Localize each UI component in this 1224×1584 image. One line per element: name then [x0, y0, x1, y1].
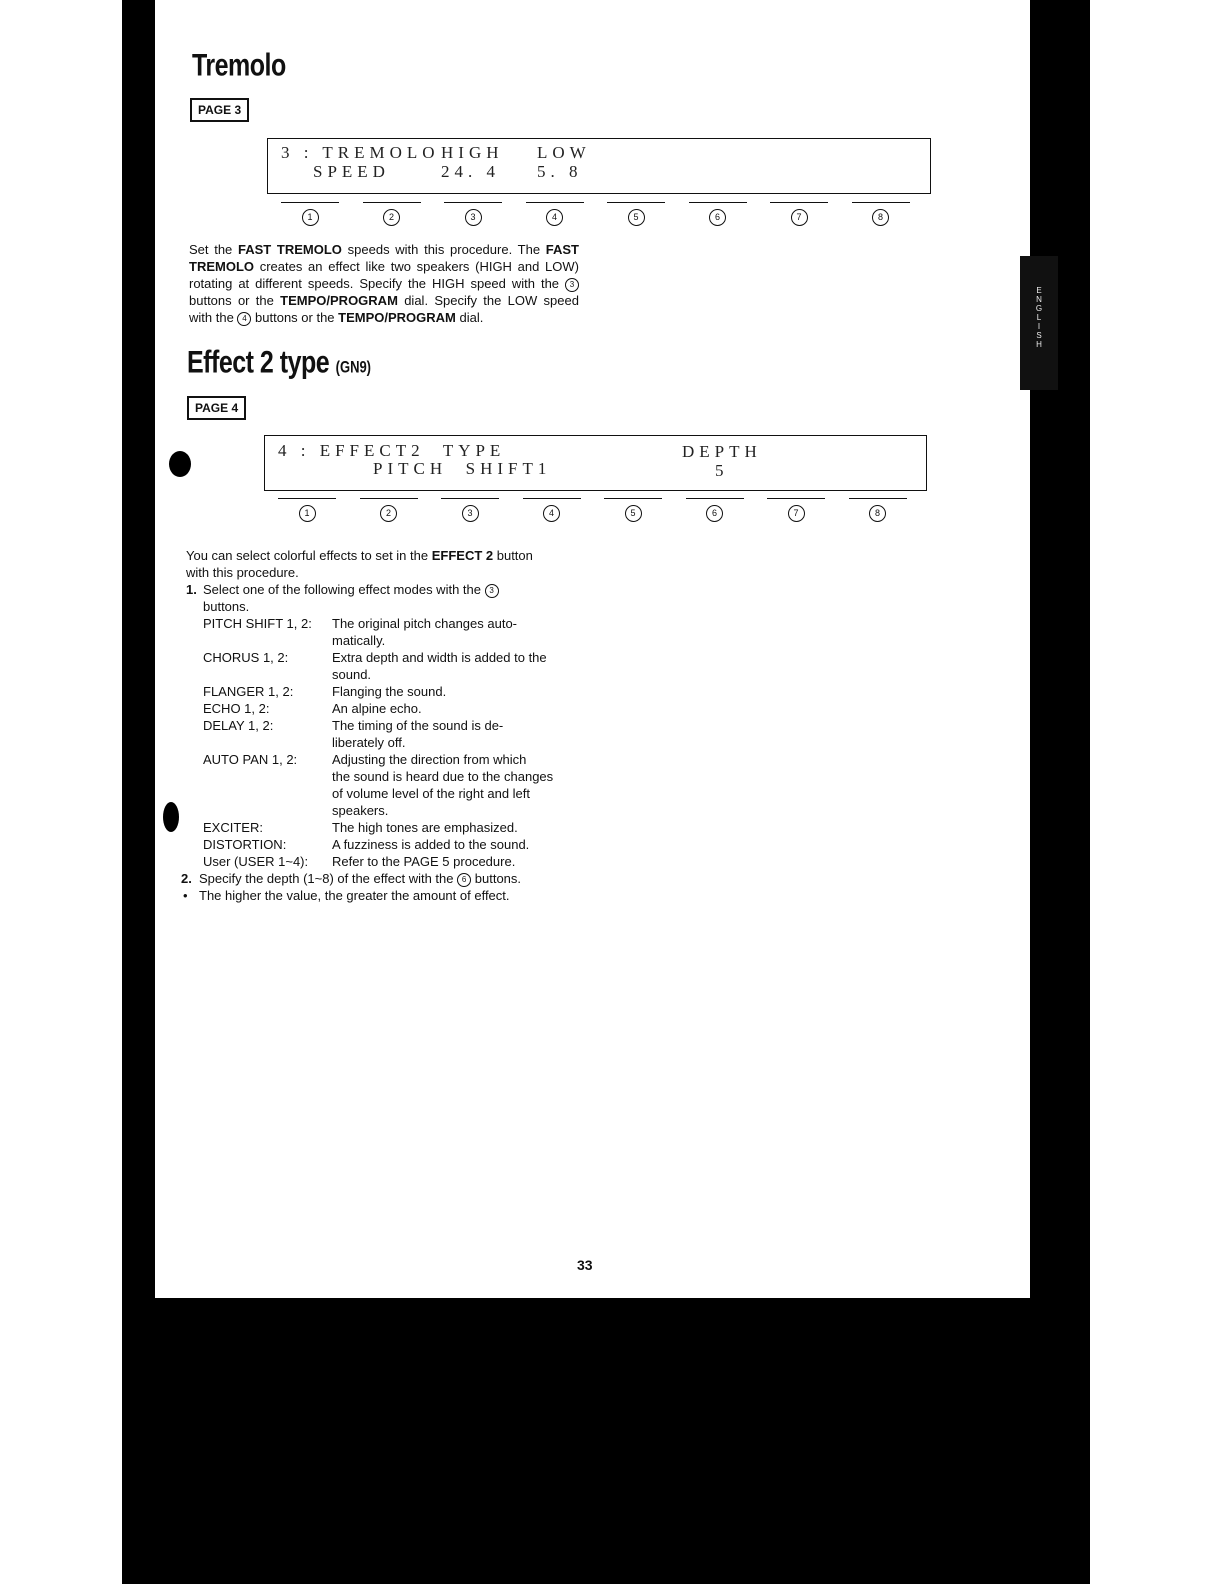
button-number-5-icon: 5 [625, 505, 642, 522]
button-bar [852, 202, 910, 203]
effect2-title: Effect 2 type [187, 345, 330, 380]
button-bar [767, 498, 825, 499]
mode-description: The original pitch changes auto- [332, 616, 518, 631]
mode-description: matically. [332, 633, 386, 648]
mode-name: DISTORTION: [203, 837, 287, 852]
step1-text-a: Select one of the following effect modes with the [203, 582, 481, 597]
binding-hole-mark [169, 451, 191, 477]
button-number-4-icon: 4 [546, 209, 563, 226]
mode-description: Adjusting the direction from which [332, 752, 527, 767]
bullet-text: The higher the value, the greater the amount of effect. [199, 888, 510, 903]
button-bar [363, 202, 421, 203]
tremolo-button-3[interactable] [440, 202, 506, 226]
button-bar [689, 202, 747, 203]
lcd-line1-c: LOW [537, 143, 591, 162]
lcd-line2-b: 24. 4 [441, 162, 500, 181]
mode-description: Flanging the sound. [332, 684, 447, 699]
button-bar [278, 498, 336, 499]
tremolo-button-2[interactable] [359, 202, 425, 226]
tremolo-button-6[interactable] [685, 202, 751, 226]
mode-description: the sound is heard due to the changes [332, 769, 554, 784]
button-3-icon: 3 [485, 584, 499, 598]
mode-row [186, 666, 586, 683]
effect2-lcd-display [264, 435, 927, 491]
side-tab-letter: N [1036, 295, 1042, 304]
desc-bold: FAST TREMOLO [189, 242, 579, 274]
mode-row [186, 734, 586, 751]
button-bar [444, 202, 502, 203]
mode-row [186, 853, 586, 870]
page-number: 33 [577, 1257, 593, 1273]
effect2-intro [186, 547, 578, 581]
mode-name: User (USER 1~4): [203, 854, 309, 869]
effect2-button-2[interactable] [356, 498, 422, 522]
mode-description: of volume level of the right and left [332, 786, 531, 801]
mode-description: speakers. [332, 803, 389, 818]
button-3-icon: 3 [565, 278, 579, 292]
side-tab-letter: G [1035, 304, 1043, 313]
mode-description: liberately off. [332, 735, 406, 750]
tremolo-lcd-display [267, 138, 931, 194]
lcd-line1-b: HIGH [441, 143, 504, 162]
mode-name: AUTO PAN 1, 2: [203, 752, 298, 767]
mode-row [186, 768, 586, 785]
button-4-icon: 4 [237, 312, 251, 326]
button-number-8-icon: 8 [872, 209, 889, 226]
step1-number: 1. [186, 582, 197, 597]
mode-name: EXCITER: [203, 820, 263, 835]
mode-row [186, 649, 586, 666]
tremolo-button-8[interactable] [848, 202, 914, 226]
mode-description: The timing of the sound is de- [332, 718, 504, 733]
button-number-7-icon: 7 [788, 505, 805, 522]
desc-text: speeds with this procedure. The [341, 242, 546, 257]
button-number-1-icon: 1 [299, 505, 316, 522]
mode-row [186, 683, 586, 700]
button-bar [281, 202, 339, 203]
mode-description: A fuzziness is added to the sound. [332, 837, 530, 852]
lcd-line1-a: 3 : TREMOLO [281, 143, 440, 162]
tremolo-button-1[interactable] [277, 202, 343, 226]
button-number-2-icon: 2 [380, 505, 397, 522]
intro-bold: EFFECT 2 [431, 548, 494, 563]
button-bar [526, 202, 584, 203]
tremolo-heading [192, 48, 286, 84]
effect2-button-6[interactable] [682, 498, 748, 522]
button-6-icon: 6 [457, 873, 471, 887]
intro-line2: with this procedure. [186, 565, 299, 580]
desc-text: buttons or the [189, 293, 281, 308]
effect2-button-8[interactable] [845, 498, 911, 522]
mode-name: PITCH SHIFT 1, 2: [203, 616, 312, 631]
mode-row [186, 717, 586, 734]
effect2-steps [181, 581, 586, 904]
desc-text: dial. [455, 310, 484, 325]
step2-text-b: buttons. [474, 871, 522, 886]
side-tab-letter: L [1036, 313, 1042, 322]
mode-row [186, 751, 586, 768]
mode-description: Extra depth and width is added to the [332, 650, 547, 665]
button-number-7-icon: 7 [791, 209, 808, 226]
lcd-line1-a: 4 : EFFECT2 TYPE [278, 441, 506, 460]
mode-row [186, 632, 586, 649]
effect2-button-5[interactable] [600, 498, 666, 522]
mode-name: ECHO 1, 2: [203, 701, 270, 716]
button-number-3-icon: 3 [462, 505, 479, 522]
button-bar [607, 202, 665, 203]
scan-edge-bottom [122, 1298, 1090, 1584]
step2-text [199, 870, 521, 887]
bullet-icon: • [183, 888, 188, 903]
mode-name: CHORUS 1, 2: [203, 650, 289, 665]
side-tab-letter: H [1036, 340, 1042, 349]
step1-text-b: buttons. [203, 599, 250, 614]
lcd-line2-b: 5 [715, 461, 729, 480]
mode-row [186, 836, 586, 853]
tremolo-button-5[interactable] [603, 202, 669, 226]
desc-bold: TEMPO/PROGRAM [338, 310, 456, 325]
desc-text: dial. Specify the LOW speed with the [189, 293, 579, 325]
side-tab-letter: E [1036, 286, 1042, 295]
button-number-6-icon: 6 [706, 505, 723, 522]
button-number-2-icon: 2 [383, 209, 400, 226]
lcd-line2-c: 5. 8 [537, 162, 583, 181]
button-bar [441, 498, 499, 499]
tremolo-description [189, 241, 579, 326]
tremolo-button-4[interactable] [522, 202, 588, 226]
language-side-tab [1020, 256, 1058, 390]
tremolo-button-7[interactable] [766, 202, 832, 226]
button-number-5-icon: 5 [628, 209, 645, 226]
effect2-heading [187, 345, 371, 381]
desc-bold: FAST TREMOLO [238, 242, 342, 257]
effect2-button-7[interactable] [763, 498, 829, 522]
effect2-button-row [274, 498, 924, 534]
effect2-button-4[interactable] [519, 498, 585, 522]
side-tab-letter: I [1037, 322, 1041, 331]
effect2-model-suffix: (GN9) [335, 357, 372, 377]
mode-description: An alpine echo. [332, 701, 422, 716]
mode-row [186, 615, 586, 632]
mode-row [186, 700, 586, 717]
desc-text: creates an effect like two speakers (HIGH and LOW) rotating at different speeds. Specify the HIGH speed with the [189, 259, 579, 291]
binding-hole-mark-2 [163, 802, 179, 832]
effect2-button-1[interactable] [274, 498, 340, 522]
mode-description: The high tones are emphasized. [332, 820, 518, 835]
mode-name: FLANGER 1, 2: [203, 684, 294, 699]
lcd-line2-a: PITCH SHIFT1 [373, 459, 552, 478]
step2-text-a: Specify the depth (1~8) of the effect with the [199, 871, 454, 886]
step2-number: 2. [181, 871, 192, 886]
mode-row [186, 819, 586, 836]
button-number-3-icon: 3 [465, 209, 482, 226]
tremolo-button-row [277, 202, 927, 238]
button-bar [770, 202, 828, 203]
mode-name: DELAY 1, 2: [203, 718, 274, 733]
desc-text: Set the [189, 242, 238, 257]
mode-row [186, 802, 586, 819]
side-tab-letter: S [1036, 331, 1042, 340]
button-number-1-icon: 1 [302, 209, 319, 226]
button-bar [523, 498, 581, 499]
lcd-line2-a: SPEED [313, 162, 390, 181]
button-bar [604, 498, 662, 499]
button-bar [686, 498, 744, 499]
button-bar [849, 498, 907, 499]
desc-text: buttons or the [251, 310, 339, 325]
button-number-4-icon: 4 [543, 505, 560, 522]
lcd-line1-b: DEPTH [682, 442, 762, 461]
tremolo-title: Tremolo [192, 48, 286, 83]
mode-description: sound. [332, 667, 372, 682]
mode-description: Refer to the PAGE 5 procedure. [332, 854, 516, 869]
intro-text-b: button [493, 548, 533, 563]
step1-text [203, 581, 499, 598]
button-number-6-icon: 6 [709, 209, 726, 226]
effect2-button-3[interactable] [437, 498, 503, 522]
page3-label: PAGE 3 [190, 98, 249, 122]
mode-row [186, 785, 586, 802]
effect-modes-list [186, 615, 586, 870]
intro-text-a: You can select colorful effects to set in the [186, 548, 432, 563]
page4-label: PAGE 4 [187, 396, 246, 420]
button-bar [360, 498, 418, 499]
button-number-8-icon: 8 [869, 505, 886, 522]
desc-bold: TEMPO/PROGRAM [280, 293, 398, 308]
